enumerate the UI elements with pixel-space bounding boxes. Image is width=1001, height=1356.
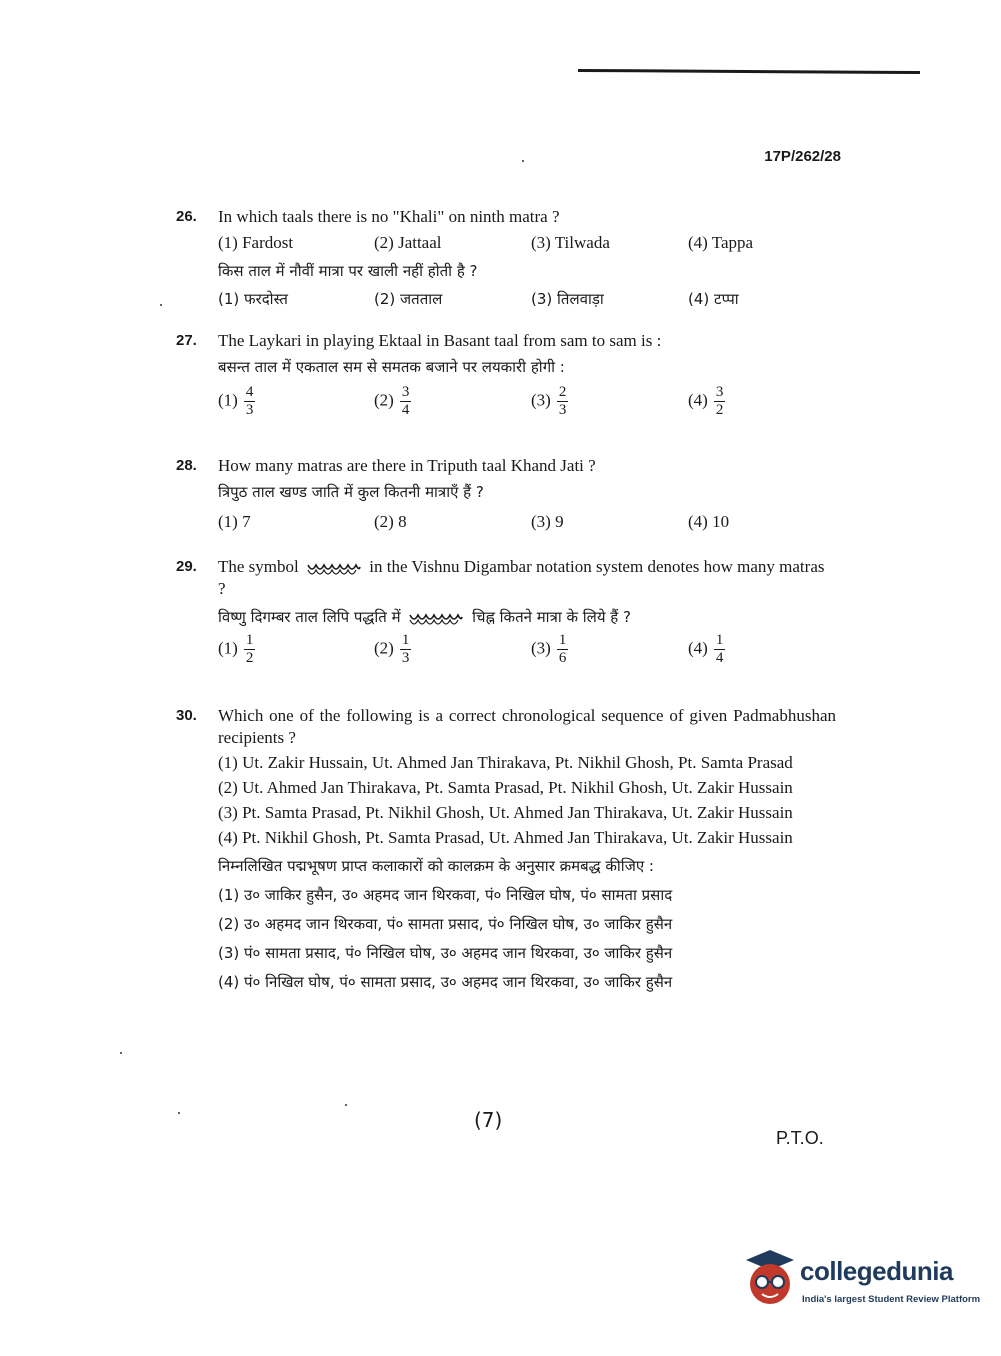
option-4 — [688, 384, 725, 419]
option-label: (2) — [374, 638, 394, 658]
option-4: (4) Tappa — [688, 233, 754, 252]
option-2 — [374, 384, 411, 419]
options-row — [218, 632, 836, 680]
option-1 — [218, 632, 255, 667]
option-1-hindi: (1) उ० जाकिर हुसैन, उ० अहमद जान थिरकवा, पं० निखिल घोष, पं० सामता प्रसाद — [218, 886, 673, 904]
denominator: 4 — [401, 402, 410, 418]
option-1: (1) Ut. Zakir Hussain, Ut. Ahmed Jan Thirakava, Pt. Nikhil Ghosh, Pt. Samta Prasad — [218, 753, 793, 772]
option-2-hindi: (2) उ० अहमद जान थिरकवा, पं० सामता प्रसाद, पं० निखिल घोष, उ० जाकिर हुसैन — [218, 915, 673, 933]
question-number: 28. — [176, 457, 197, 474]
option-label: (3) — [531, 638, 551, 658]
option-label: (2) — [374, 390, 394, 410]
option-4-hindi: (4) पं० निखिल घोष, पं० सामता प्रसाद, उ० अहमद जान थिरकवा, उ० जाकिर हुसैन — [218, 973, 673, 991]
numerator: 1 — [401, 632, 410, 648]
option-1: (1) Fardost — [218, 233, 294, 252]
fraction — [400, 384, 412, 419]
fraction — [400, 632, 412, 667]
question-27 — [176, 330, 836, 432]
logo-name: collegedunia — [800, 1256, 953, 1286]
option-4-hindi: (4) टप्पा — [688, 290, 739, 308]
denominator: 3 — [245, 402, 254, 418]
question-text-hindi-start: विष्णु दिगम्बर ताल लिपि पद्धति में — [218, 608, 401, 626]
paper-code: 17P/262/28 — [764, 148, 841, 165]
scan-speck — [522, 160, 524, 162]
numerator: 1 — [715, 632, 724, 648]
option-1 — [218, 384, 255, 419]
numerator: 3 — [401, 384, 410, 400]
top-rule — [578, 69, 920, 74]
options-row — [218, 511, 836, 537]
question-text-hindi-end: चिह्न कितने मात्रा के लिये हैं ? — [472, 608, 632, 626]
denominator: 3 — [558, 402, 567, 418]
option-4: (4) Pt. Nikhil Ghosh, Pt. Samta Prasad, Ut. Ahmed Jan Thirakava, Ut. Zakir Hussain — [218, 828, 793, 847]
question-number: 30. — [176, 707, 197, 724]
scan-speck — [178, 1112, 180, 1114]
denominator: 2 — [715, 402, 724, 418]
collegedunia-logo — [742, 1248, 981, 1318]
denominator: 3 — [401, 650, 410, 666]
option-3: (3) Tilwada — [531, 233, 610, 252]
question-text-end: in the Vishnu Digambar notation system denotes how many matras ? — [218, 557, 825, 598]
question-text: In which taals there is no "Khali" on ninth matra ? — [218, 207, 560, 226]
numerator: 2 — [558, 384, 567, 400]
option-label: (1) — [218, 638, 238, 658]
question-text: Which one of the following is a correct chronological sequence of given Padmabhushan recipients ? — [218, 706, 836, 747]
denominator: 6 — [558, 650, 567, 666]
question-text-hindi: निम्नलिखित पद्मभूषण प्राप्त कलाकारों को कालक्रम के अनुसार क्रमबद्ध कीजिए : — [218, 857, 654, 875]
options-row — [218, 232, 836, 258]
options-row-hindi — [218, 288, 836, 314]
mascot-icon — [742, 1248, 798, 1312]
fraction — [244, 384, 256, 419]
scan-speck — [345, 1104, 347, 1106]
numerator: 4 — [245, 384, 254, 400]
wave-symbol-icon — [409, 609, 463, 627]
question-number: 27. — [176, 332, 197, 349]
option-label: (4) — [688, 390, 708, 410]
numerator: 3 — [715, 384, 724, 400]
denominator: 2 — [245, 650, 254, 666]
option-1: (1) 7 — [218, 512, 251, 531]
option-2 — [374, 632, 411, 667]
question-text-start: The symbol — [218, 557, 299, 576]
scan-speck — [160, 304, 162, 306]
option-2-hindi: (2) जतताल — [374, 290, 443, 308]
question-text-hindi: त्रिपुठ ताल खण्ड जाति में कुल कितनी मात्राएँ हैं ? — [218, 483, 484, 501]
fraction — [557, 384, 569, 419]
option-4 — [688, 632, 725, 667]
question-number: 29. — [176, 558, 197, 575]
scan-speck — [120, 1052, 122, 1054]
wave-symbol-icon — [307, 559, 361, 577]
option-2: (2) Jattaal — [374, 233, 442, 252]
numerator: 1 — [245, 632, 254, 648]
option-3 — [531, 384, 568, 419]
question-26 — [176, 206, 836, 314]
denominator: 4 — [715, 650, 724, 666]
option-3: (3) 9 — [531, 512, 564, 531]
option-3-hindi: (3) पं० सामता प्रसाद, पं० निखिल घोष, उ० अहमद जान थिरकवा, उ० जाकिर हुसैन — [218, 944, 673, 962]
option-3: (3) Pt. Samta Prasad, Pt. Nikhil Ghosh, Ut. Ahmed Jan Thirakava, Ut. Zakir Hussain — [218, 803, 793, 822]
option-3-hindi: (3) तिलवाड़ा — [531, 290, 604, 308]
option-4: (4) 10 — [688, 512, 730, 531]
fraction — [244, 632, 256, 667]
option-label: (1) — [218, 390, 238, 410]
question-text-hindi: किस ताल में नौवीं मात्रा पर खाली नहीं होती है ? — [218, 262, 478, 280]
question-text: How many matras are there in Triputh taal Khand Jati ? — [218, 456, 596, 475]
question-text-hindi — [218, 606, 836, 628]
question-30 — [176, 705, 836, 993]
option-2: (2) Ut. Ahmed Jan Thirakava, Pt. Samta Prasad, Pt. Nikhil Ghosh, Ut. Zakir Hussain — [218, 778, 793, 797]
option-label: (3) — [531, 390, 551, 410]
numerator: 1 — [558, 632, 567, 648]
question-number: 26. — [176, 208, 197, 225]
question-text: The Laykari in playing Ektaal in Basant taal from sam to sam is : — [218, 331, 662, 350]
fraction — [714, 632, 726, 667]
question-text — [218, 556, 836, 600]
logo-tagline: India's largest Student Review Platform — [802, 1294, 981, 1305]
page-number: (7) — [474, 1108, 503, 1132]
question-29 — [176, 556, 836, 680]
option-3 — [531, 632, 568, 667]
fraction — [714, 384, 726, 419]
question-text-hindi: बसन्त ताल में एकताल सम से समतक बजाने पर लयकारी होगी : — [218, 358, 565, 376]
option-2: (2) 8 — [374, 512, 407, 531]
question-28 — [176, 455, 836, 537]
option-1-hindi: (1) फरदोस्त — [218, 290, 288, 308]
fraction — [557, 632, 569, 667]
pto-label: P.T.O. — [776, 1128, 824, 1148]
options-row — [218, 384, 836, 432]
option-label: (4) — [688, 638, 708, 658]
